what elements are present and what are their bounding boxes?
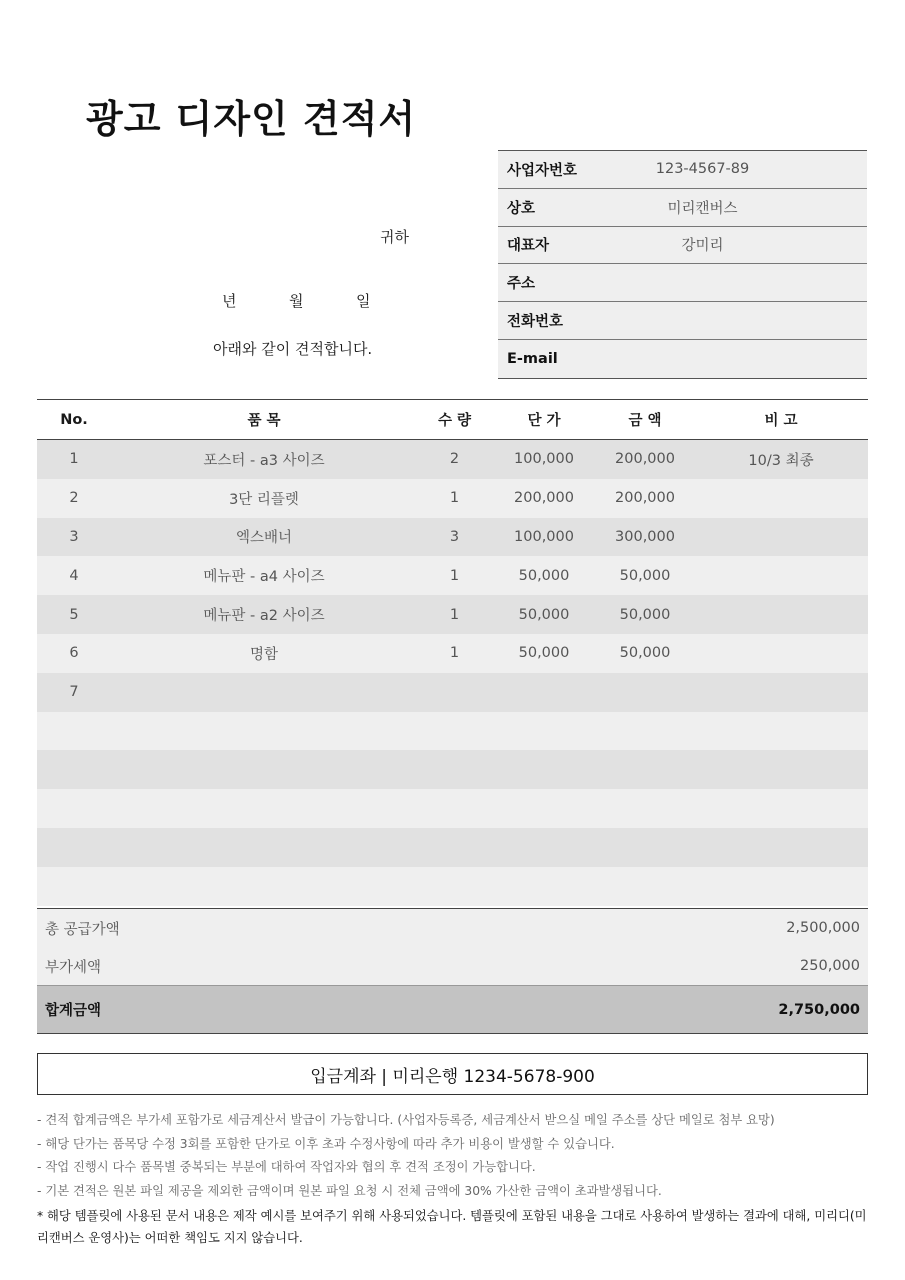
addressee-suffix: 귀하: [380, 228, 409, 246]
table-row: [37, 440, 868, 479]
cell-item: 메뉴판 - a2 사이즈: [203, 608, 325, 625]
supply-total-label: 총 공급가액: [45, 921, 120, 938]
date-day-label: 일: [356, 292, 371, 310]
supplier-label: 주소: [507, 276, 536, 293]
cell-unit-price: 50,000: [518, 606, 570, 623]
supplier-label: 대표자: [507, 238, 550, 255]
supplier-label: 사업자번호: [507, 162, 578, 179]
grand-total-value: 2,750,000: [778, 1001, 860, 1018]
cell-amount: 200,000: [615, 451, 675, 468]
items-table: [37, 399, 868, 906]
note-item: - 해당 단가는 품목당 수정 3회를 포함한 단가로 이후 초과 수정사항에 따라 추가 비용이 발생할 수 있습니다.: [37, 1136, 615, 1151]
cell-no: 7: [69, 684, 79, 701]
header-no: No.: [60, 411, 88, 428]
supplier-label: 상호: [507, 200, 536, 217]
supplier-row: [498, 227, 867, 265]
supplier-label: E-mail: [507, 350, 558, 367]
header-note: 비 고: [764, 413, 798, 429]
supply-total-value: 2,500,000: [786, 920, 860, 936]
table-row: [37, 828, 868, 867]
cell-unit-price: 50,000: [518, 645, 570, 662]
table-row: [37, 479, 868, 518]
cell-amount: 200,000: [615, 490, 675, 507]
document-title: 광고 디자인 견적서: [86, 97, 417, 141]
notes-list: [37, 1110, 877, 1204]
cell-amount: 300,000: [615, 528, 675, 545]
supplier-value: 123-4567-89: [655, 161, 750, 178]
vat-label: 부가세액: [45, 959, 102, 976]
cell-unit-price: 100,000: [514, 528, 574, 545]
supply-total-row: [37, 909, 868, 947]
items-header-row: [37, 400, 868, 440]
date-month-label: 월: [289, 292, 304, 310]
header-unit-price: 단 가: [527, 413, 561, 429]
cell-amount: 50,000: [619, 645, 671, 662]
table-row: [37, 634, 868, 673]
table-row: [37, 750, 868, 789]
cell-item: 엑스배너: [235, 530, 293, 547]
cell-item: 포스터 - a3 사이즈: [203, 452, 325, 469]
supplier-label: 전화번호: [507, 314, 564, 331]
table-row: [37, 518, 868, 557]
supplier-row: [498, 340, 867, 378]
items-body: [37, 440, 868, 906]
cell-qty: 1: [449, 490, 460, 507]
note-item: - 견적 합계금액은 부가세 포함가로 세금계산서 발급이 가능합니다. (사업자등록증, 세금계산서 받으실 메일 주소를 상단 메일로 첨부 요망): [37, 1113, 775, 1127]
cell-no: 1: [69, 451, 79, 468]
cell-qty: 2: [449, 451, 460, 468]
table-row: [37, 595, 868, 634]
cell-item: 3단 리플렛: [229, 491, 299, 508]
cell-no: 2: [69, 490, 79, 507]
cell-note: 10/3 최종: [748, 452, 814, 469]
supplier-row: [498, 151, 867, 189]
table-row: [37, 789, 868, 828]
header-amount: 금 액: [628, 413, 662, 429]
cell-amount: 50,000: [619, 567, 671, 584]
note-item: - 기본 견적은 원본 파일 제공을 제외한 금액이며 원본 파일 요청 시 전체 금액에 30% 가산한 금액이 초과발생됩니다.: [37, 1183, 662, 1198]
header-item: 품 목: [247, 413, 281, 429]
date-row: [222, 290, 382, 310]
supplier-row: [498, 264, 867, 302]
table-row: [37, 673, 868, 712]
header-qty: 수 량: [437, 413, 472, 429]
cell-unit-price: 100,000: [514, 451, 574, 468]
cell-item: 메뉴판 - a4 사이즈: [203, 569, 325, 586]
date-year-label: 년: [222, 292, 237, 310]
cell-no: 6: [69, 645, 79, 662]
cell-unit-price: 200,000: [514, 490, 574, 507]
supplier-info-table: [498, 150, 867, 379]
cell-item: 명함: [249, 646, 278, 663]
cell-no: 5: [69, 606, 79, 623]
cell-amount: 50,000: [619, 606, 671, 623]
cell-qty: 1: [449, 567, 460, 584]
grand-total-row: [37, 985, 868, 1033]
cell-qty: 1: [449, 606, 460, 623]
supplier-value: 미리캔버스: [667, 200, 738, 217]
cell-qty: 3: [449, 528, 460, 545]
supplier-row: [498, 302, 867, 340]
totals-section: [37, 908, 868, 1034]
table-row: [37, 556, 868, 595]
table-row: [37, 712, 868, 751]
grand-total-label: 합계금액: [45, 1003, 102, 1019]
supplier-value: 강미리: [681, 238, 724, 255]
table-row: [37, 867, 868, 906]
greeting-text: 아래와 같이 견적합니다.: [213, 340, 373, 358]
cell-qty: 1: [449, 645, 460, 662]
note-item: - 작업 진행시 다수 품목별 중복되는 부분에 대하여 작업자와 협의 후 견적 조정이 가능합니다.: [37, 1160, 536, 1175]
cell-no: 4: [69, 567, 79, 584]
supplier-row: [498, 189, 867, 227]
disclaimer-text: * 해당 템플릿에 사용된 문서 내용은 제작 예시를 보여주기 위해 사용되었습니다. 템플릿에 포함된 내용을 그대로 사용하여 발생하는 결과에 대해, 미리디(미리캔버스 운영사)는 어떠한 책임도 지지 않습니다.: [37, 1209, 867, 1245]
bank-account-box: 입금계좌 | 미리은행 1234-5678-900: [37, 1053, 868, 1095]
vat-row: [37, 947, 868, 985]
cell-no: 3: [69, 528, 79, 545]
vat-value: 250,000: [800, 958, 860, 974]
cell-unit-price: 50,000: [518, 567, 570, 584]
